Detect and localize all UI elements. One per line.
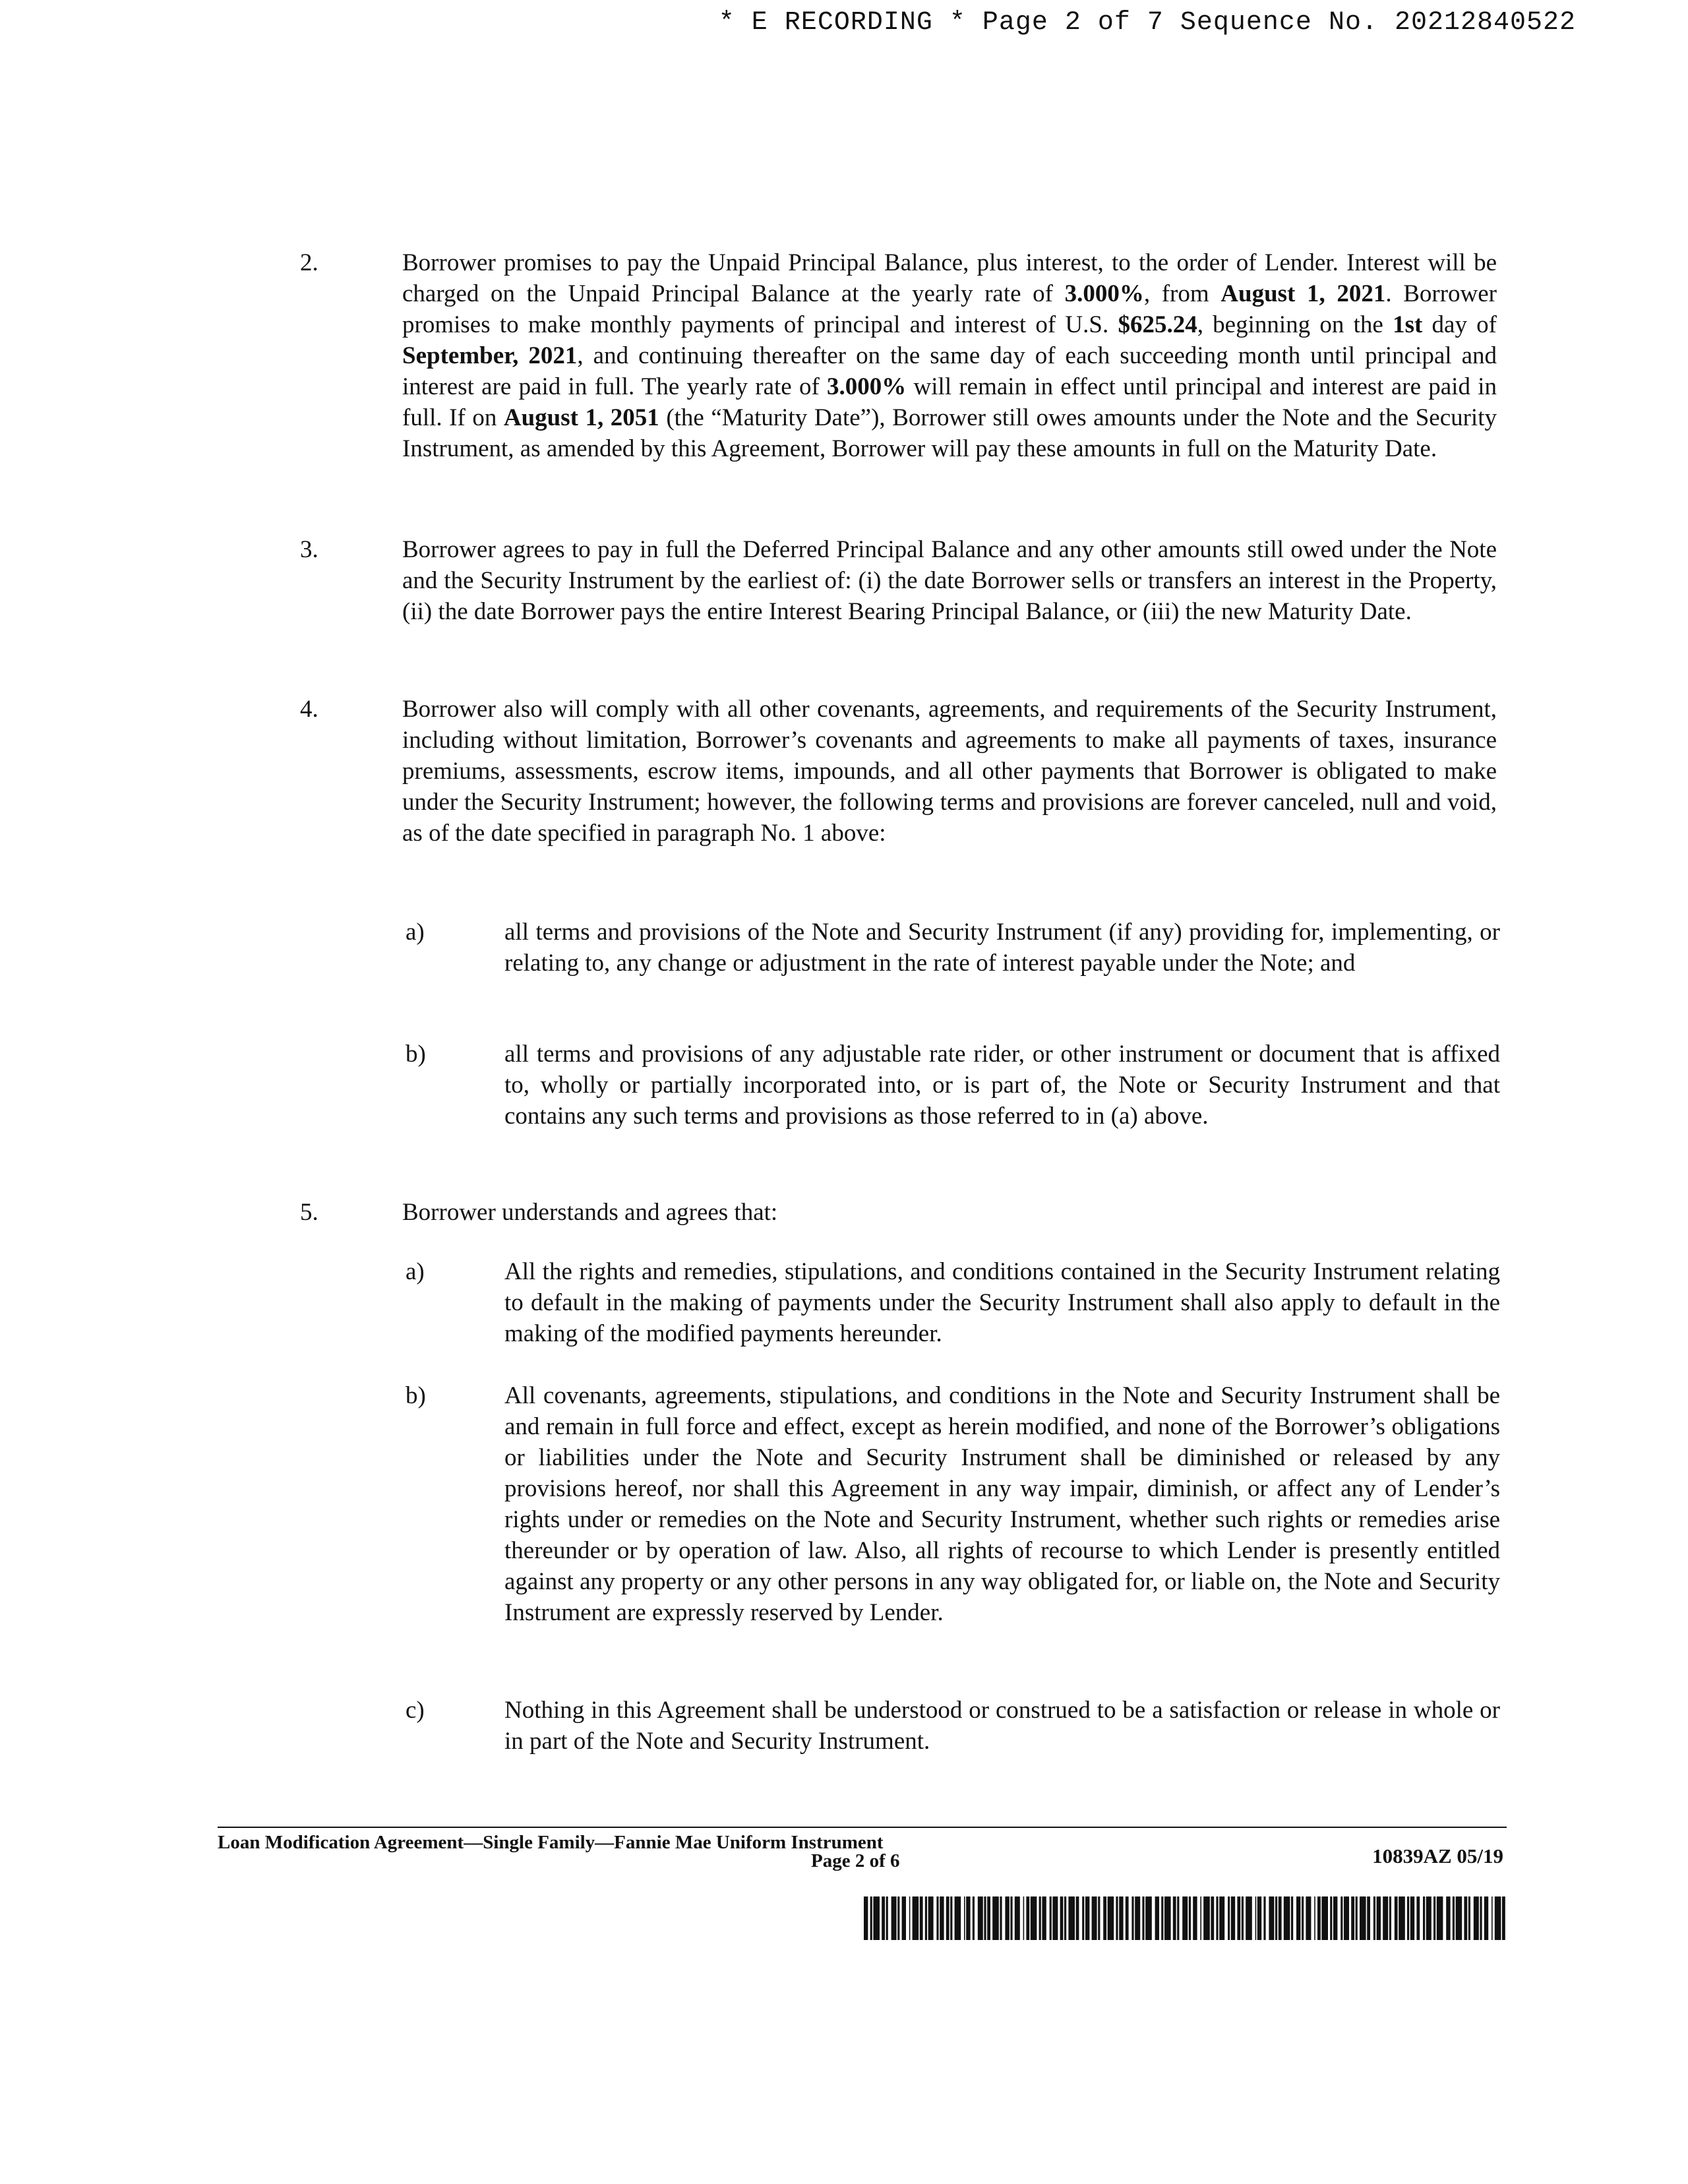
barcode-bar xyxy=(1317,1896,1321,1940)
barcode-bar xyxy=(886,1896,888,1940)
barcode-bar xyxy=(1453,1896,1455,1940)
barcode-bar xyxy=(1367,1896,1370,1940)
paragraph-number: 2. xyxy=(300,249,318,276)
barcode-bar xyxy=(1410,1896,1414,1940)
barcode-bar xyxy=(1219,1896,1224,1940)
barcode-bar xyxy=(1433,1896,1435,1940)
barcode-bar xyxy=(1296,1896,1300,1940)
barcode-bar xyxy=(1211,1896,1214,1940)
barcode-bar xyxy=(1237,1896,1240,1940)
barcode-bar xyxy=(913,1896,919,1940)
barcode-bar xyxy=(1360,1896,1366,1940)
barcode-bar xyxy=(1173,1896,1176,1940)
barcode-bar xyxy=(1242,1896,1244,1940)
barcode-bar xyxy=(864,1896,868,1940)
barcode-bar xyxy=(1284,1896,1290,1940)
barcode-bar xyxy=(1064,1896,1066,1940)
barcode-bar xyxy=(897,1896,899,1940)
barcode-bar xyxy=(1119,1896,1123,1940)
barcode-bar xyxy=(1155,1896,1159,1940)
barcode-bar xyxy=(1200,1896,1201,1940)
barcode xyxy=(864,1896,1507,1940)
barcode-bar xyxy=(1228,1896,1230,1940)
subparagraph-text: All covenants, agreements, stipulations, and conditions in the Note and Security Instrument shall be and remain in full force and effect, except as herein modified, and none of the Borrower’s obligations or liabilities under the Note and Security Instrument shall be diminished or released by any provisions hereof, nor shall this Agreement in any way impair, diminish, or affect any of Lender’s rights under or remedies on the Note and Security Instrument, whether such rights or remedies arise thereunder or by operation of law. Also, all rights of recourse to which Lender is presently entitled against any property or any other persons in any way obligated for, or liable on, the Note and Security Instrument are expressly reserved by Lender. xyxy=(504,1382,1500,1626)
barcode-bar xyxy=(1164,1896,1171,1940)
barcode-bar xyxy=(1306,1896,1311,1940)
barcode-bar xyxy=(1076,1896,1079,1940)
paragraph-number: 4. xyxy=(300,696,318,723)
barcode-bar xyxy=(1082,1896,1084,1940)
barcode-bar xyxy=(1395,1896,1398,1940)
barcode-bar xyxy=(1263,1896,1265,1940)
barcode-bar xyxy=(902,1896,906,1940)
barcode-bar xyxy=(1145,1896,1152,1940)
barcode-bar xyxy=(992,1896,999,1940)
barcode-bar xyxy=(1456,1896,1462,1940)
subparagraph-5c xyxy=(406,1695,1500,1757)
paragraph-2 xyxy=(300,247,1497,464)
form-title: Loan Modification Agreement—Single Family—Fannie Mae Uniform Instrument xyxy=(218,1832,884,1853)
barcode-bar xyxy=(1377,1896,1381,1940)
footer-divider xyxy=(218,1827,1507,1828)
barcode-bar xyxy=(1474,1896,1479,1940)
barcode-bar xyxy=(1468,1896,1470,1940)
barcode-bar xyxy=(1182,1896,1188,1940)
barcode-bar xyxy=(1269,1896,1274,1940)
barcode-bar xyxy=(1052,1896,1058,1940)
barcode-bar xyxy=(1495,1896,1501,1940)
barcode-bar xyxy=(920,1896,923,1940)
barcode-bar xyxy=(1437,1896,1443,1940)
page-number: Page 2 of 6 xyxy=(811,1850,900,1871)
barcode-bar xyxy=(1193,1896,1197,1940)
paragraph-text: Borrower understands and agrees that: xyxy=(402,1199,778,1226)
barcode-bar xyxy=(1068,1896,1075,1940)
subparagraph-text: Nothing in this Agreement shall be understood or construed to be a satisfaction or release in whole or in part of the Note and Security Instrument. xyxy=(504,1697,1500,1755)
barcode-bar xyxy=(1116,1896,1118,1940)
barcode-bar xyxy=(1026,1896,1029,1940)
barcode-bar xyxy=(940,1896,944,1940)
barcode-bar xyxy=(1302,1896,1304,1940)
subparagraph-5b xyxy=(406,1380,1500,1628)
subparagraph-5a xyxy=(406,1256,1500,1349)
barcode-bar xyxy=(1103,1896,1106,1940)
paragraph-number: 5. xyxy=(300,1199,318,1226)
barcode-bar xyxy=(1399,1896,1405,1940)
barcode-bar xyxy=(1015,1896,1020,1940)
barcode-bar xyxy=(1426,1896,1432,1940)
barcode-bar xyxy=(1085,1896,1089,1940)
subparagraph-label: c) xyxy=(406,1697,425,1724)
barcode-bar xyxy=(966,1896,970,1940)
barcode-bar xyxy=(964,1896,965,1940)
paragraph-text: Borrower also will comply with all other covenants, agreements, and requirements of the Security Instrument, including without limitation, Borrower’s covenants and agreements to make all payments of taxes, insurance premiums, assessments, escrow items, impounds, and all other payments that Borrower is obligated to make under the Security Instrument; however, the following terms and provisions are forever canceled, null and void, as of the date specified in paragraph No. 1 above: xyxy=(402,696,1497,847)
subparagraph-label: a) xyxy=(406,919,425,946)
barcode-bar xyxy=(1060,1896,1064,1940)
subparagraph-text: all terms and provisions of the Note and Security Instrument (if any) providing for, implementing, or relating to, any change or adjustment in the rate of interest payable under the Note; and xyxy=(504,919,1500,977)
barcode-bar xyxy=(1023,1896,1025,1940)
barcode-bar xyxy=(1484,1896,1488,1940)
barcode-bar xyxy=(1389,1896,1391,1940)
barcode-bar xyxy=(870,1896,872,1940)
barcode-bar xyxy=(1341,1896,1342,1940)
barcode-bar xyxy=(909,1896,911,1940)
barcode-bar xyxy=(1005,1896,1009,1940)
subparagraph-4a xyxy=(406,917,1500,979)
barcode-bar xyxy=(1050,1896,1052,1940)
subparagraph-label: a) xyxy=(406,1258,425,1285)
subparagraph-4b xyxy=(406,1039,1500,1132)
barcode-bar xyxy=(1177,1896,1179,1940)
barcode-bar xyxy=(1092,1896,1097,1940)
subparagraph-text: all terms and provisions of any adjustable rate rider, or other instrument or document that is affixed to, wholly or partially incorporated into, or is part of, the Note or Security Instrument and that contains any such terms and provisions as those referred to in (a) above. xyxy=(504,1041,1500,1130)
barcode-bar xyxy=(882,1896,885,1940)
barcode-bar xyxy=(936,1896,938,1940)
barcode-bar xyxy=(1416,1896,1420,1940)
barcode-bar xyxy=(1126,1896,1129,1940)
barcode-bar xyxy=(1492,1896,1493,1940)
barcode-bar xyxy=(1423,1896,1425,1940)
barcode-bar xyxy=(973,1896,975,1940)
barcode-bar xyxy=(1480,1896,1482,1940)
subparagraph-text: All the rights and remedies, stipulations, and conditions contained in the Security Instrument relating to default in the making of payments under the Security Instrument shall also apply to default in the making of the modified payments hereunder. xyxy=(504,1258,1500,1347)
recording-header: * E RECORDING * Page 2 of 7 Sequence No. 20212840522 xyxy=(718,8,1576,38)
paragraph-5 xyxy=(300,1197,1497,1228)
barcode-bar xyxy=(925,1896,927,1940)
barcode-bar xyxy=(1383,1896,1388,1940)
barcode-bar xyxy=(1246,1896,1252,1940)
barcode-bar xyxy=(1142,1896,1144,1940)
barcode-bar xyxy=(1108,1896,1114,1940)
barcode-bar xyxy=(1216,1896,1218,1940)
barcode-bar xyxy=(1321,1896,1328,1940)
barcode-bar xyxy=(1189,1896,1191,1940)
barcode-bar xyxy=(984,1896,986,1940)
barcode-bar xyxy=(1502,1896,1505,1940)
paragraph-text: Borrower promises to pay the Unpaid Principal Balance, plus interest, to the order of Lender. Interest will be charged on the Unpaid Principal Balance at the yearly rate of 3.000%, from August 1, 2021. Borrower promises to make monthly payments of principal and interest of U.S. $625.24, beginning on the 1st day of September, 2021, and continuing thereafter on the same day of each succeeding month until principal and interest are paid in full. The yearly rate of 3.000% will remain in effect until principal and interest are paid in full. If on August 1, 2051 (the “Maturity Date”), Borrower still owes amounts under the Note and the Security Instrument, as amended by this Agreement, Borrower will pay these amounts in full on the Maturity Date. xyxy=(402,249,1497,462)
paragraph-number: 3. xyxy=(300,536,318,563)
barcode-bar xyxy=(1407,1896,1409,1940)
barcode-bar xyxy=(1344,1896,1349,1940)
barcode-bar xyxy=(891,1896,897,1940)
subparagraph-label: b) xyxy=(406,1041,426,1068)
barcode-bar xyxy=(1351,1896,1354,1940)
barcode-bar xyxy=(1464,1896,1467,1940)
barcode-bar xyxy=(1257,1896,1261,1940)
barcode-bar xyxy=(1356,1896,1358,1940)
barcode-bar xyxy=(1039,1896,1041,1940)
barcode-bar xyxy=(950,1896,952,1940)
barcode-bar xyxy=(873,1896,880,1940)
barcode-bar xyxy=(1031,1896,1037,1940)
form-code: 10839AZ 05/19 xyxy=(1372,1844,1503,1867)
barcode-bar xyxy=(1275,1896,1277,1940)
barcode-bar xyxy=(1291,1896,1293,1940)
barcode-bar xyxy=(1255,1896,1257,1940)
barcode-bar xyxy=(1203,1896,1210,1940)
barcode-bar xyxy=(946,1896,950,1940)
paragraph-4 xyxy=(300,694,1497,849)
barcode-bar xyxy=(1279,1896,1282,1940)
barcode-bar xyxy=(1373,1896,1375,1940)
barcode-bar xyxy=(987,1896,990,1940)
barcode-bar xyxy=(1131,1896,1133,1940)
barcode-bar xyxy=(1161,1896,1163,1940)
barcode-bar xyxy=(1231,1896,1235,1940)
paragraph-3 xyxy=(300,534,1497,627)
barcode-bar xyxy=(1010,1896,1012,1940)
barcode-bar xyxy=(1333,1896,1337,1940)
barcode-bar xyxy=(1042,1896,1046,1940)
barcode-bar xyxy=(928,1896,934,1940)
barcode-bar xyxy=(1000,1896,1002,1940)
subparagraph-label: b) xyxy=(406,1382,426,1409)
barcode-bar xyxy=(1446,1896,1450,1940)
barcode-bar xyxy=(978,1896,983,1940)
paragraph-text: Borrower agrees to pay in full the Deferred Principal Balance and any other amounts still owed under the Note and the Security Instrument by the earliest of: (i) the date Borrower sells or transfers an interest in the Property, (ii) the date Borrower pays the entire Interest Bearing Principal Balance, or (iii) the new Maturity Date. xyxy=(402,536,1497,625)
barcode-bar xyxy=(1314,1896,1315,1940)
barcode-bar xyxy=(1330,1896,1332,1940)
barcode-bar xyxy=(1098,1896,1100,1940)
barcode-bar xyxy=(955,1896,961,1940)
barcode-bar xyxy=(1135,1896,1140,1940)
